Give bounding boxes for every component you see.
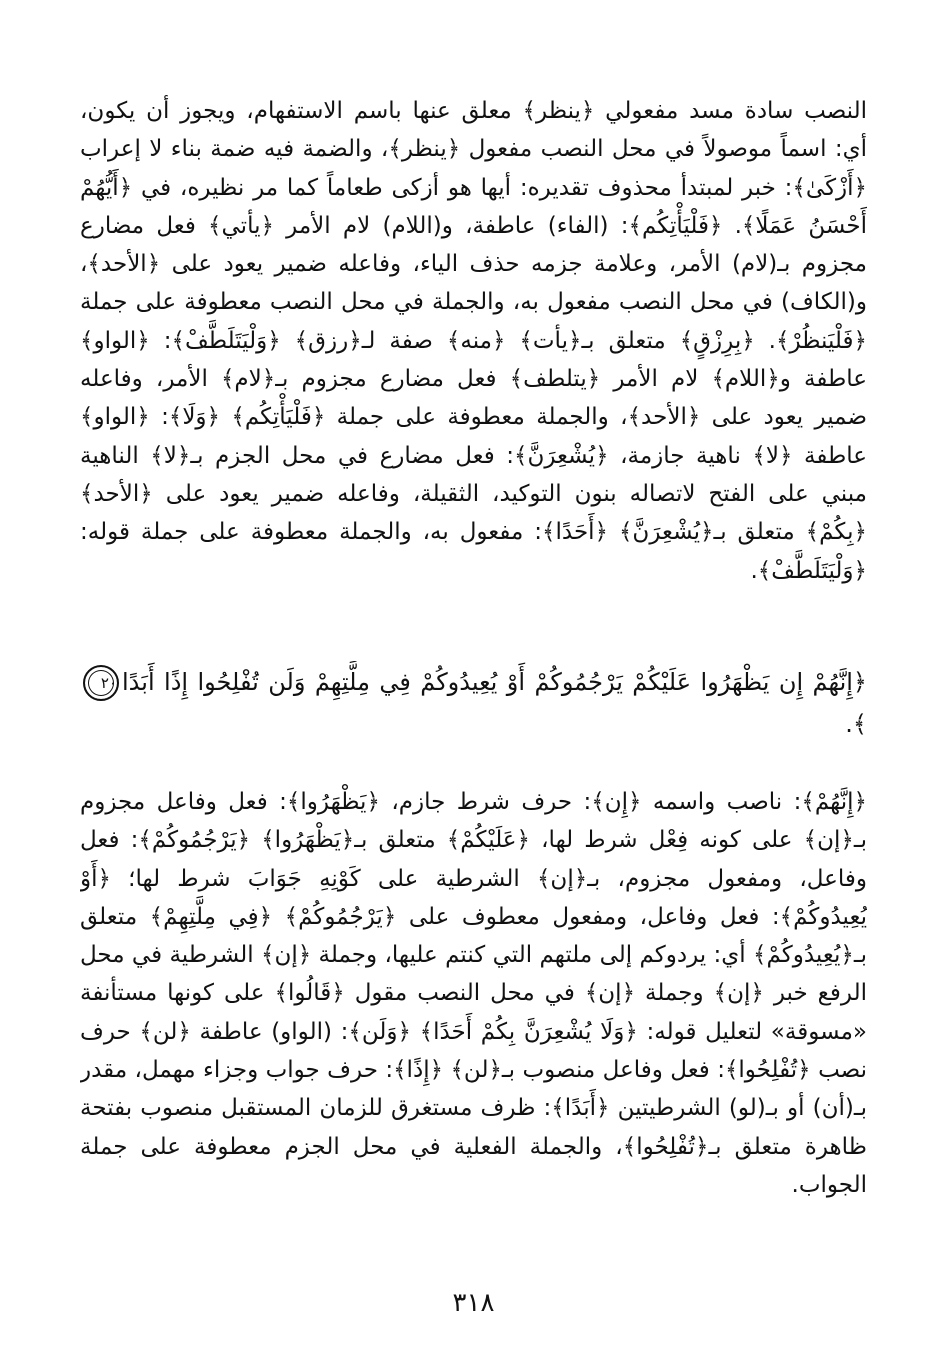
quran-verse (80, 661, 867, 771)
ayah-number-marker: ٢٠ (83, 665, 119, 701)
verse-line (80, 661, 867, 745)
commentary-paragraph-2: ﴿إِنَّهُمْ﴾: ناصب واسمه ﴿إِن﴾: حرف شرط جازم، ﴿يَظْهَرُوا﴾: فعل وفاعل مجزوم بـ﴿إن﴾ على كونه فِعْل شرط لها، ﴿عَلَيْكُمْ﴾ متعلق بـ﴿يَظْهَرُوا﴾ ﴿يَرْجُمُوكُمْ﴾: فعل وفاعل، ومفعول مجزوم، بـ﴿إن﴾ الشرطية على كَوْنِهِ جَوَابَ شرط لها؛ ﴿أَوْ يُعِيدُوكُمْ﴾: فعل وفاعل، ومفعول معطوف على ﴿يَرْجُمُوكُمْ﴾ ﴿فِي مِلَّتِهِمْ﴾ متعلق بـ﴿يُعِيدُوكُمْ﴾ أي: يردوكم إلى ملتهم التي كنتم عليها، وجملة ﴿إن﴾ الشرطية في محل الرفع خبر ﴿إن﴾ وجملة ﴿إن﴾ في محل النصب مقول ﴿قَالُوا﴾ على كونها مستأنفة «مسوقة» لتعليل قوله: ﴿وَلَا يُشْعِرَنَّ بِكُمْ أَحَدًا﴾ ﴿وَلَن﴾: (الواو) عاطفة ﴿لن﴾ حرف نصب ﴿تُفْلِحُوا﴾: فعل وفاعل منصوب بـ﴿لن﴾ ﴿إِذًا﴾: حرف جواب وجزاء مهمل، مقدر بـ(أن) أو بـ(لو) الشرطيتين ﴿أَبَدًا﴾: ظرف مستغرق للزمان المستقبل منصوب بفتحة ظاهرة متعلق بـ﴿تُفْلِحُوا﴾، والجملة الفعلية في محل الجزم معطوفة على جملة الجواب. (80, 789, 867, 1198)
page-number: ٣١٨ (452, 1288, 495, 1318)
page-body (80, 92, 867, 1283)
verse-text: ﴿إِنَّهُمْ إِن يَظْهَرُوا عَلَيْكُمْ يَرْجُمُوكُمْ أَوْ يُعِيدُوكُمْ فِي مِلَّتِهِمْ وَلَن تُفْلِحُوا إِذًا أَبَدًا (122, 668, 867, 696)
commentary-paragraph-1: النصب سادة مسد مفعولي ﴿ينظر﴾ معلق عنها باسم الاستفهام، ويجوز أن يكون، أي: اسماً موصولاً في محل النصب مفعول ﴿ينظر﴾، والضمة فيه ضمة بناء لا إعراب ﴿أَزْكَىٰ﴾: خبر لمبتدأ محذوف تقديره: أيها هو أزكى طعاماً كما مر نظيره، في ﴿أَيُّهُمْ أَحْسَنُ عَمَلًا﴾. ﴿فَلْيَأْتِكُم﴾: (الفاء) عاطفة، و(اللام) لام الأمر ﴿يأتي﴾ فعل مضارع مجزوم بـ(لام) الأمر، وعلامة جزمه حذف الياء، وفاعله ضمير يعود على ﴿الأحد﴾، و(الكاف) في محل النصب مفعول به، والجملة في محل النصب معطوفة على جملة ﴿فَلْيَنظُرْ﴾. ﴿بِرِزْقٍ﴾ متعلق بـ﴿يأت﴾ ﴿منه﴾ صفة لـ﴿رزق﴾ ﴿وَلْيَتَلَطَّفْ﴾: ﴿الواو﴾ عاطفة و﴿اللام﴾ لام الأمر ﴿يتلطف﴾ فعل مضارع مجزوم بـ﴿لام﴾ الأمر، وفاعله ضمير يعود على ﴿الأحد﴾، والجملة معطوفة على جملة ﴿فَلْيَأْتِكُم﴾ ﴿وَلَا﴾: ﴿الواو﴾ عاطفة ﴿لا﴾ ناهية جازمة، ﴿يُشْعِرَنَّ﴾: فعل مضارع في محل الجزم بـ﴿لا﴾ الناهية مبني على الفتح لاتصاله بنون التوكيد، الثقيلة، وفاعله ضمير يعود على ﴿الأحد﴾ ﴿بِكُمْ﴾ متعلق بـ﴿يُشْعِرَنَّ﴾ ﴿أَحَدًا﴾: مفعول به، والجملة معطوفة على جملة قوله: ﴿وَلْيَتَلَطَّفْ﴾. (80, 98, 867, 584)
verse-closing: ﴾. (845, 710, 867, 738)
